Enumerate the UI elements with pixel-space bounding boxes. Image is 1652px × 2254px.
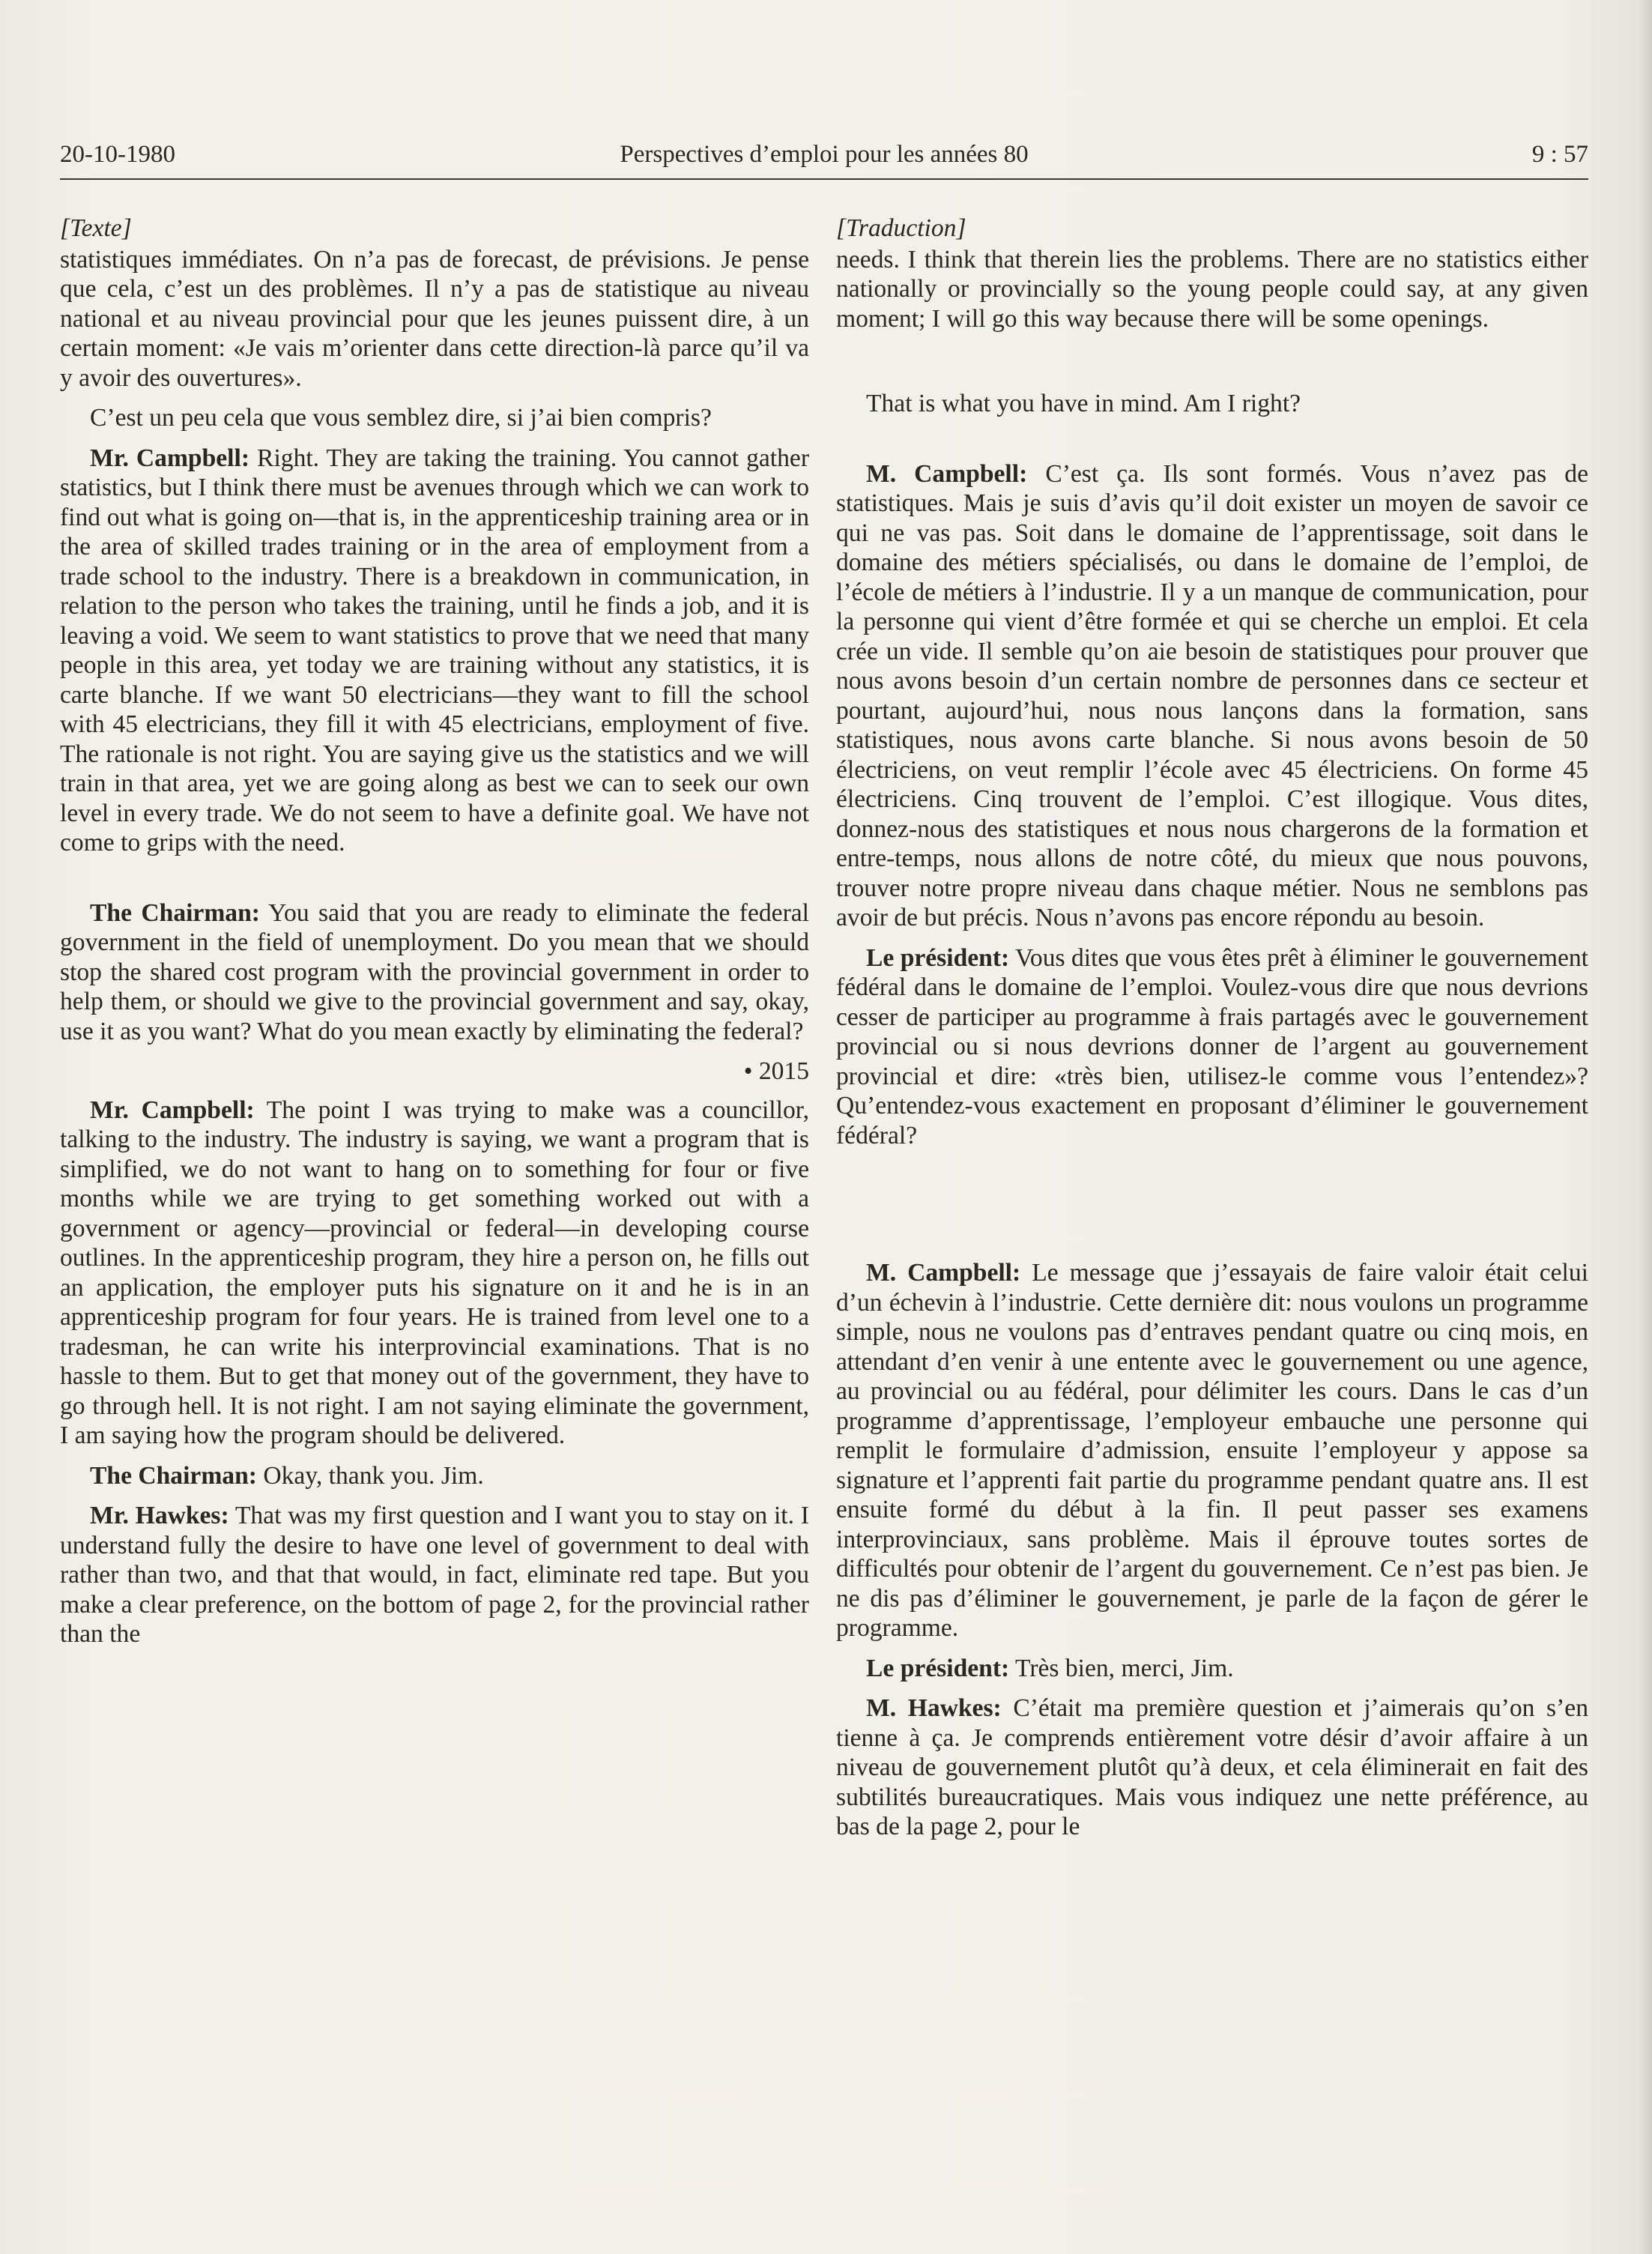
speech-text: The point I was trying to make was a councillor, talking to the industry. The industry is saying, we want a program that is simplified, we do not want to hang on to something for four or five months while we are trying to get something worked out with a government or agency—provincial or federal—in developing course outlines. In the apprenticeship program, they hire a person on, he fills out an application, the employer puts his signature on it and he is in an apprenticeship program for four years. He is trained from level one to a tradesman, he can write his interprovincial examinations. That is no hassle to them. But to get that money out of the government, they have to go through hell. It is not right. I am not saying eliminate the government, I am saying how the program should be delivered. (60, 1096, 809, 1449)
spacer (60, 868, 809, 898)
spacer (836, 344, 1588, 389)
time-marker: • 2015 (743, 1057, 809, 1085)
speech-text: Vous dites que vous êtes prêt à éliminer le gouvernement fédéral dans le domaine de l’emploi. Voulez-vous dire que nous devrions cesser de participer au programme à frais partagés avec le gouvernement provincial ou si nous devrions donner de l’argent au gouvernement provincial et dire: «très bien, utilisez-le comme vous l’entendez»? Qu’entendez-vous exactement en proposant d’éliminer le gouvernement fédéral? (836, 943, 1588, 1149)
speaker-name: Mr. Campbell: (90, 1096, 255, 1124)
paragraph (60, 1096, 809, 1451)
paragraph: statistiques immédiates. On n’a pas de forecast, de prévisions. Je pense que cela, c’est un des problèmes. Il n’y a pas de statistique au niveau national et au niveau provincial pour que les jeunes puissent dire, à un certain moment: «Je vais m’orienter dans cette direction-là parce qu’il va y avoir des ouvertures». (60, 245, 809, 392)
speaker-name: M. Campbell: (866, 1259, 1021, 1287)
page-edge-shadow (1639, 0, 1652, 2254)
spacer (836, 429, 1588, 459)
paragraph (836, 1258, 1588, 1643)
paragraph (836, 1654, 1588, 1684)
spacer (836, 1161, 1588, 1258)
speech-text: Okay, thank you. Jim. (256, 1461, 484, 1490)
speaker-name: The Chairman: (90, 898, 260, 927)
speaker-name: M. Campbell: (866, 459, 1028, 488)
paragraph: C’est un peu cela que vous semblez dire, si j’ai bien compris? (90, 404, 712, 432)
speaker-name: M. Hawkes: (866, 1694, 1002, 1722)
speech-text: Le message que j’essayais de faire valoir était celui d’un échevin à l’industrie. Cette dernière dit: nous voulons un programme simple, nous ne voulons pas d’entraves pendant quatre ou cinq mois, en attendant d’en venir à une entente avec le gouvernement ou une agence, au provincial ou au fédéral, pour délimiter les cours. Dans le cas d’un programme d’apprentissage, l’employeur embauche une personne qui remplit le formulaire d’admission, ensuite l’employeur y appose sa signature et l’apprenti fait partie du programme pendant quatre ans. Il est ensuite formé du début à la fin. Il peut passer ses examens interprovinciaux, sans problème. Mais il éprouve toutes sortes de difficultés pour obtenir de l’argent du gouvernement. Ce n’est pas bien. Je ne dis pas d’éliminer le gouvernement, je parle de la façon de gérer le programme. (836, 1259, 1588, 1642)
paragraph: That is what you have in mind. Am I right? (866, 390, 1301, 417)
paragraph (836, 1693, 1588, 1842)
paragraph: needs. I think that therein lies the problems. There are no statistics either nationally or provincially so the young people could say, at any given moment; I will go this way because there will be some openings. (836, 245, 1588, 333)
paragraph (60, 898, 809, 1047)
speaker-name: The Chairman: (90, 1461, 257, 1490)
speech-text: C’était ma première question et j’aimerais qu’on s’en tienne à ça. Je comprends entièrement votre désir d’avoir affaire à un niveau de gouvernement plutôt qu’à deux, et cela éliminerait en fait des subtilités bureaucratiques. Mais vous indiquez une nette préférence, au bas de la page 2, pour le (836, 1694, 1588, 1840)
speech-text: Right. They are taking the training. You cannot gather statistics, but I think there must be avenues through which we can work to find out what is going on—that is, in the apprenticeship training area or in the area of skilled trades training or in the area of employment from a trade school to the industry. There is a breakdown in communication, in relation to the person who takes the training, until he finds a job, and it is leaving a void. We seem to want statistics to prove that we need that many people in this area, yet today we are training without any statistics, it is carte blanche. If we want 50 electricians—they want to fill the school with 45 electricians, they fill it with 45 electricians, employment of five. The rationale is not right. You are saying give us the statistics and we will train in that area, yet we are going along as best we can to seek our own level in every trade. We do not seem to have a definite goal. We have not come to grips with the need. (60, 444, 809, 856)
speech-text: Très bien, merci, Jim. (1009, 1654, 1234, 1682)
header-rule (60, 178, 1588, 180)
header-title: Perspectives d’emploi pour les années 80 (620, 141, 1029, 168)
speaker-name: Le président: (866, 943, 1010, 972)
paragraph (836, 459, 1588, 933)
speech-text: That was my first question and I want you to stay on it. I understand fully the desire to have one level of government to deal with rather than two, and that that would, in fact, eliminate red tape. But you make a clear preference, on the bottom of page 2, for the provincial rather than the (60, 1502, 809, 1648)
running-header (60, 141, 1588, 177)
paragraph (60, 1501, 809, 1649)
column-french-translation (836, 214, 1588, 1852)
speaker-name: Mr. Campbell: (90, 444, 250, 472)
speech-text: C’est ça. Ils sont formés. Vous n’avez pas de statistiques. Mais je suis d’avis qu’il doit exister un moyen de savoir ce qui ne vas pas. Soit dans le domaine de l’apprentissage, soit dans le domaine des métiers spécialisés, ou dans le domaine de l’emploi, de l’école de métiers à l’industrie. Il y a un manque de communication, pour la personne qui vient d’être formée et qui se cherche un emploi. Et cela crée un vide. Il semble qu’on aie besoin de statistiques pour prouver que nous avons besoin d’un certain nombre de personnes dans ce secteur et pourtant, aujourd’hui, nous nous lançons dans la formation, sans statistiques, nous avons carte blanche. Si nous avons besoin de 50 électriciens, on veut remplir l’école avec 45 électriciens. On forme 45 électriciens. Cinq trouvent de l’emploi. C’est illogique. Vous dites, donnez-nous des statistiques et nous nous chargerons de la formation et entre-temps, nous allons de notre côté, du mieux que nous pouvons, trouver notre propre niveau dans chaque métier. Nous ne semblons pas avoir de but précis. Nous n’avons pas encore répondu au besoin. (836, 459, 1588, 931)
speech-text: You said that you are ready to eliminate the federal government in the field of unemployment. Do you mean that we should stop the shared cost program with the provincial government in order to help them, or should we give to the provincial government and say, okay, use it as you want? What do you mean exactly by eliminating the federal? (60, 898, 810, 1045)
paragraph (836, 943, 1588, 1151)
language-tag: [Texte] (60, 214, 132, 242)
language-tag: [Traduction] (836, 214, 966, 242)
paragraph (60, 444, 809, 858)
speaker-name: Le président: (866, 1654, 1010, 1682)
paragraph (60, 1461, 809, 1491)
header-page-number: 9 : 57 (1531, 141, 1588, 168)
speaker-name: Mr. Hawkes: (90, 1502, 229, 1529)
column-english-original (60, 214, 809, 1660)
header-date: 20-10-1980 (60, 141, 175, 168)
